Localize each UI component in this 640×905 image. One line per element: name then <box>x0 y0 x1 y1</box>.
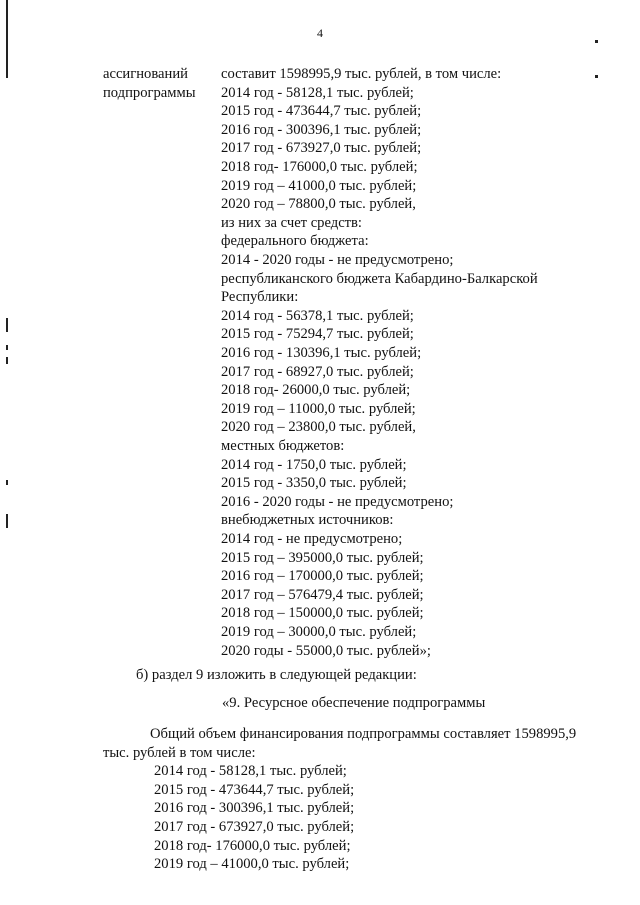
year-line: 2014 год - 58128,1 тыс. рублей; <box>154 763 347 780</box>
page-number: 4 <box>317 26 323 40</box>
text-line: из них за счет средств: <box>221 214 362 231</box>
year-line: 2016 год - 300396,1 тыс. рублей; <box>154 800 355 817</box>
left-label: подпрограммы <box>103 84 196 101</box>
scan-mark <box>6 0 8 78</box>
text-line: составит 1598995,9 тыс. рублей, в том числе: <box>221 66 502 82</box>
text-line: федерального бюджета: <box>221 233 369 250</box>
scan-mark <box>6 345 8 350</box>
text-line: 2016 год - 300396,1 тыс. рублей; <box>221 121 422 138</box>
text-line: республиканского бюджета Кабардино-Балкарской <box>221 270 538 287</box>
left-label: ассигнований <box>103 66 188 82</box>
text-line: 2016 год - 130396,1 тыс. рублей; <box>221 345 422 361</box>
text-line: 2018 год- 176000,0 тыс. рублей; <box>221 159 418 175</box>
text-line: 2015 год – 395000,0 тыс. рублей; <box>221 549 424 566</box>
scan-mark <box>595 40 598 43</box>
text-line: 2014 год - не предусмотрено; <box>221 531 403 547</box>
section-b-text: б) раздел 9 изложить в следующей редакции: <box>136 667 417 683</box>
text-line: 2015 год - 3350,0 тыс. рублей; <box>221 475 407 492</box>
text-line: 2017 год - 68927,0 тыс. рублей; <box>221 363 414 380</box>
text-line: 2019 год – 30000,0 тыс. рублей; <box>221 624 417 640</box>
section-heading: «9. Ресурсное обеспечение подпрограммы <box>222 695 486 711</box>
text-line: 2014 год - 56378,1 тыс. рублей; <box>221 307 414 324</box>
text-line: 2020 год – 78800,0 тыс. рублей, <box>221 196 416 213</box>
text-line: 2015 год - 75294,7 тыс. рублей; <box>221 326 414 343</box>
text-line: 2014 год - 1750,0 тыс. рублей; <box>221 456 407 473</box>
scan-mark <box>6 514 8 528</box>
text-line: 2014 - 2020 годы - не предусмотрено; <box>221 252 454 268</box>
text-line: 2020 год – 23800,0 тыс. рублей, <box>221 419 416 436</box>
text-line: 2014 год - 58128,1 тыс. рублей; <box>221 84 414 101</box>
year-line: 2017 год - 673927,0 тыс. рублей; <box>154 819 355 835</box>
text-line: 2017 год - 673927,0 тыс. рублей; <box>221 140 422 157</box>
year-line: 2019 год – 41000,0 тыс. рублей; <box>154 856 350 873</box>
text-line: 2019 год – 11000,0 тыс. рублей; <box>221 400 416 417</box>
paragraph-line: Общий объем финансирования подпрограммы составляет 1598995,9 <box>150 726 577 742</box>
text-line: 2019 год – 41000,0 тыс. рублей; <box>221 177 417 194</box>
scan-mark <box>595 75 598 78</box>
text-line: внебюджетных источников: <box>221 512 394 529</box>
text-line: местных бюджетов: <box>221 438 345 454</box>
year-line: 2018 год- 176000,0 тыс. рублей; <box>154 837 351 854</box>
text-line: 2015 год - 473644,7 тыс. рублей; <box>221 103 422 120</box>
scan-mark <box>6 318 8 332</box>
text-line: 2017 год – 576479,4 тыс. рублей; <box>221 586 424 603</box>
scan-mark <box>6 357 8 364</box>
text-line: 2016 год – 170000,0 тыс. рублей; <box>221 568 424 585</box>
text-line: Республики: <box>221 289 299 306</box>
scan-mark <box>6 480 8 485</box>
text-line: 2016 - 2020 годы - не предусмотрено; <box>221 493 454 510</box>
paragraph-line: тыс. рублей в том числе: <box>103 744 256 761</box>
text-line: 2018 год- 26000,0 тыс. рублей; <box>221 382 411 399</box>
text-line: 2020 годы - 55000,0 тыс. рублей»; <box>221 642 431 659</box>
year-line: 2015 год - 473644,7 тыс. рублей; <box>154 781 355 798</box>
text-line: 2018 год – 150000,0 тыс. рублей; <box>221 605 424 622</box>
